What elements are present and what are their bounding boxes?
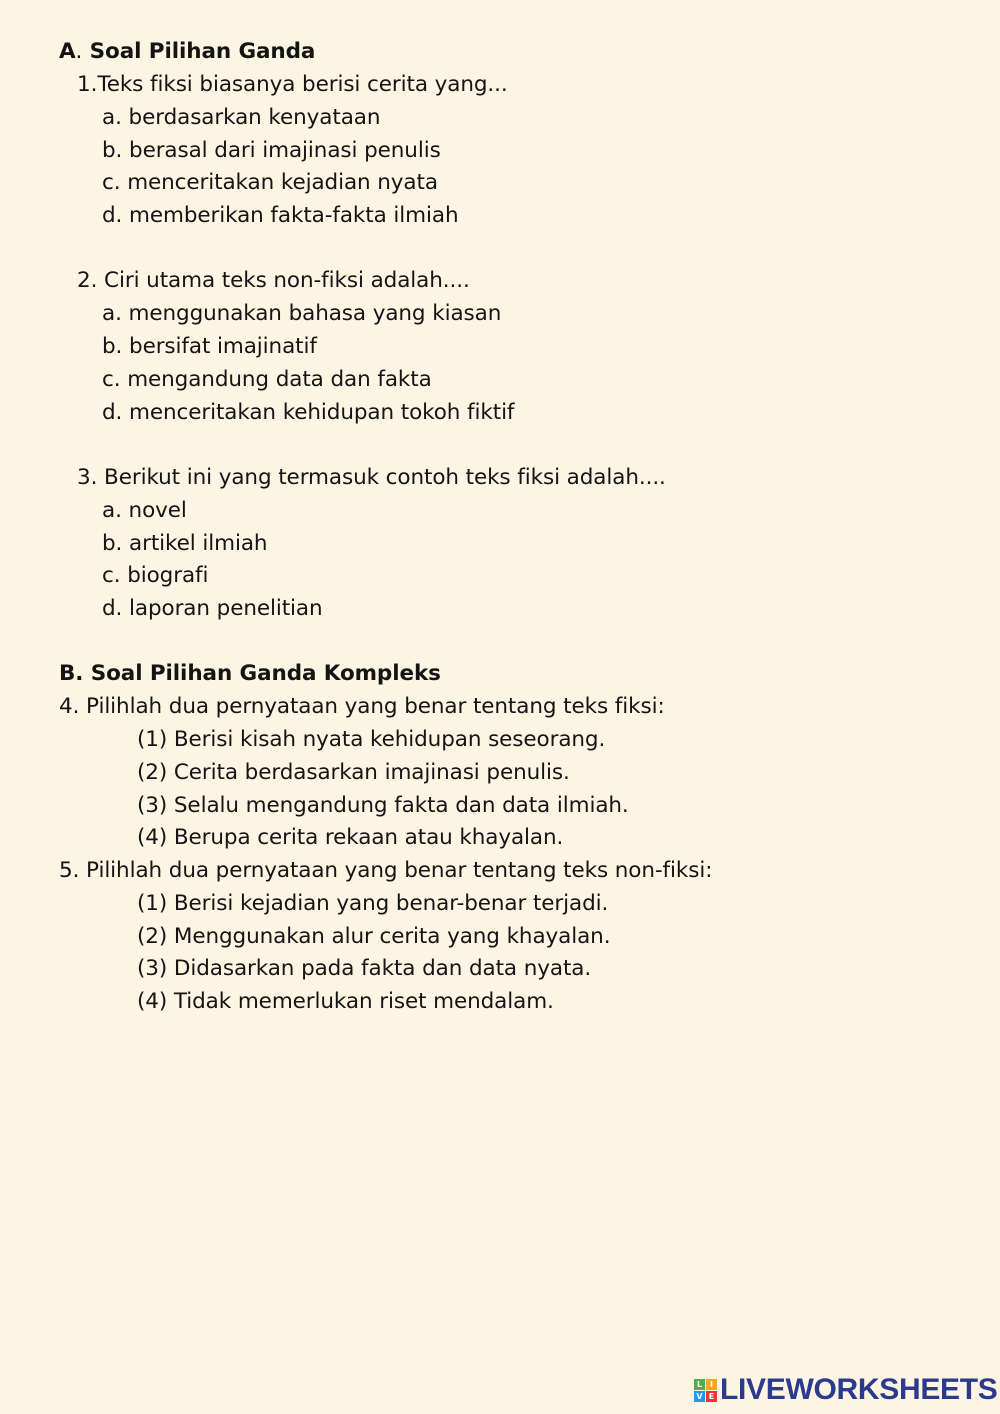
question-1-option-d: d. memberikan fakta-fakta ilmiah bbox=[102, 203, 459, 228]
question-5-statement-1: (1) Berisi kejadian yang benar-benar terjadi. bbox=[137, 891, 609, 916]
question-3-option-a: a. novel bbox=[102, 498, 187, 523]
question-5-statement-2: (2) Menggunakan alur cerita yang khayalan. bbox=[137, 924, 611, 949]
logo-letter-e: E bbox=[706, 1391, 717, 1402]
question-1-option-b: b. berasal dari imajinasi penulis bbox=[102, 138, 441, 163]
question-4-prompt: 4. Pilihlah dua pernyataan yang benar tentang teks fiksi: bbox=[59, 694, 665, 719]
liveworksheets-logo bbox=[694, 1372, 998, 1408]
question-2-option-a: a. menggunakan bahasa yang kiasan bbox=[102, 301, 502, 326]
question-1-option-c: c. menceritakan kejadian nyata bbox=[102, 170, 438, 195]
question-3-option-c: c. biografi bbox=[102, 563, 209, 588]
question-4-statement-2: (2) Cerita berdasarkan imajinasi penulis. bbox=[137, 760, 570, 785]
question-1-prompt: 1.Teks fiksi biasanya berisi cerita yang... bbox=[77, 72, 508, 97]
section-a-title: A. Soal Pilihan Ganda bbox=[59, 39, 316, 64]
question-5-statement-3: (3) Didasarkan pada fakta dan data nyata. bbox=[137, 956, 592, 981]
question-3-option-d: d. laporan penelitian bbox=[102, 596, 323, 621]
question-4-statement-1: (1) Berisi kisah nyata kehidupan seseorang. bbox=[137, 727, 606, 752]
question-1-option-a: a. berdasarkan kenyataan bbox=[102, 105, 381, 130]
logo-text: LIVEWORKSHEETS bbox=[720, 1373, 998, 1406]
question-3-prompt: 3. Berikut ini yang termasuk contoh teks fiksi adalah.... bbox=[77, 465, 666, 490]
logo-letter-l: L bbox=[694, 1379, 705, 1390]
question-3-option-b: b. artikel ilmiah bbox=[102, 531, 268, 556]
question-4-statement-4: (4) Berupa cerita rekaan atau khayalan. bbox=[137, 825, 564, 850]
question-5-prompt: 5. Pilihlah dua pernyataan yang benar tentang teks non-fiksi: bbox=[59, 858, 713, 883]
section-b-title: B. Soal Pilihan Ganda Kompleks bbox=[59, 661, 441, 686]
logo-letter-i: I bbox=[706, 1379, 717, 1390]
question-2-option-d: d. menceritakan kehidupan tokoh fiktif bbox=[102, 400, 515, 425]
question-2-option-c: c. mengandung data dan fakta bbox=[102, 367, 432, 392]
logo-grid-icon bbox=[694, 1379, 717, 1402]
question-2-prompt: 2. Ciri utama teks non-fiksi adalah.... bbox=[77, 268, 470, 293]
question-2-option-b: b. bersifat imajinatif bbox=[102, 334, 317, 359]
question-5-statement-4: (4) Tidak memerlukan riset mendalam. bbox=[137, 989, 554, 1014]
logo-letter-v: V bbox=[694, 1391, 705, 1402]
question-4-statement-3: (3) Selalu mengandung fakta dan data ilmiah. bbox=[137, 793, 629, 818]
